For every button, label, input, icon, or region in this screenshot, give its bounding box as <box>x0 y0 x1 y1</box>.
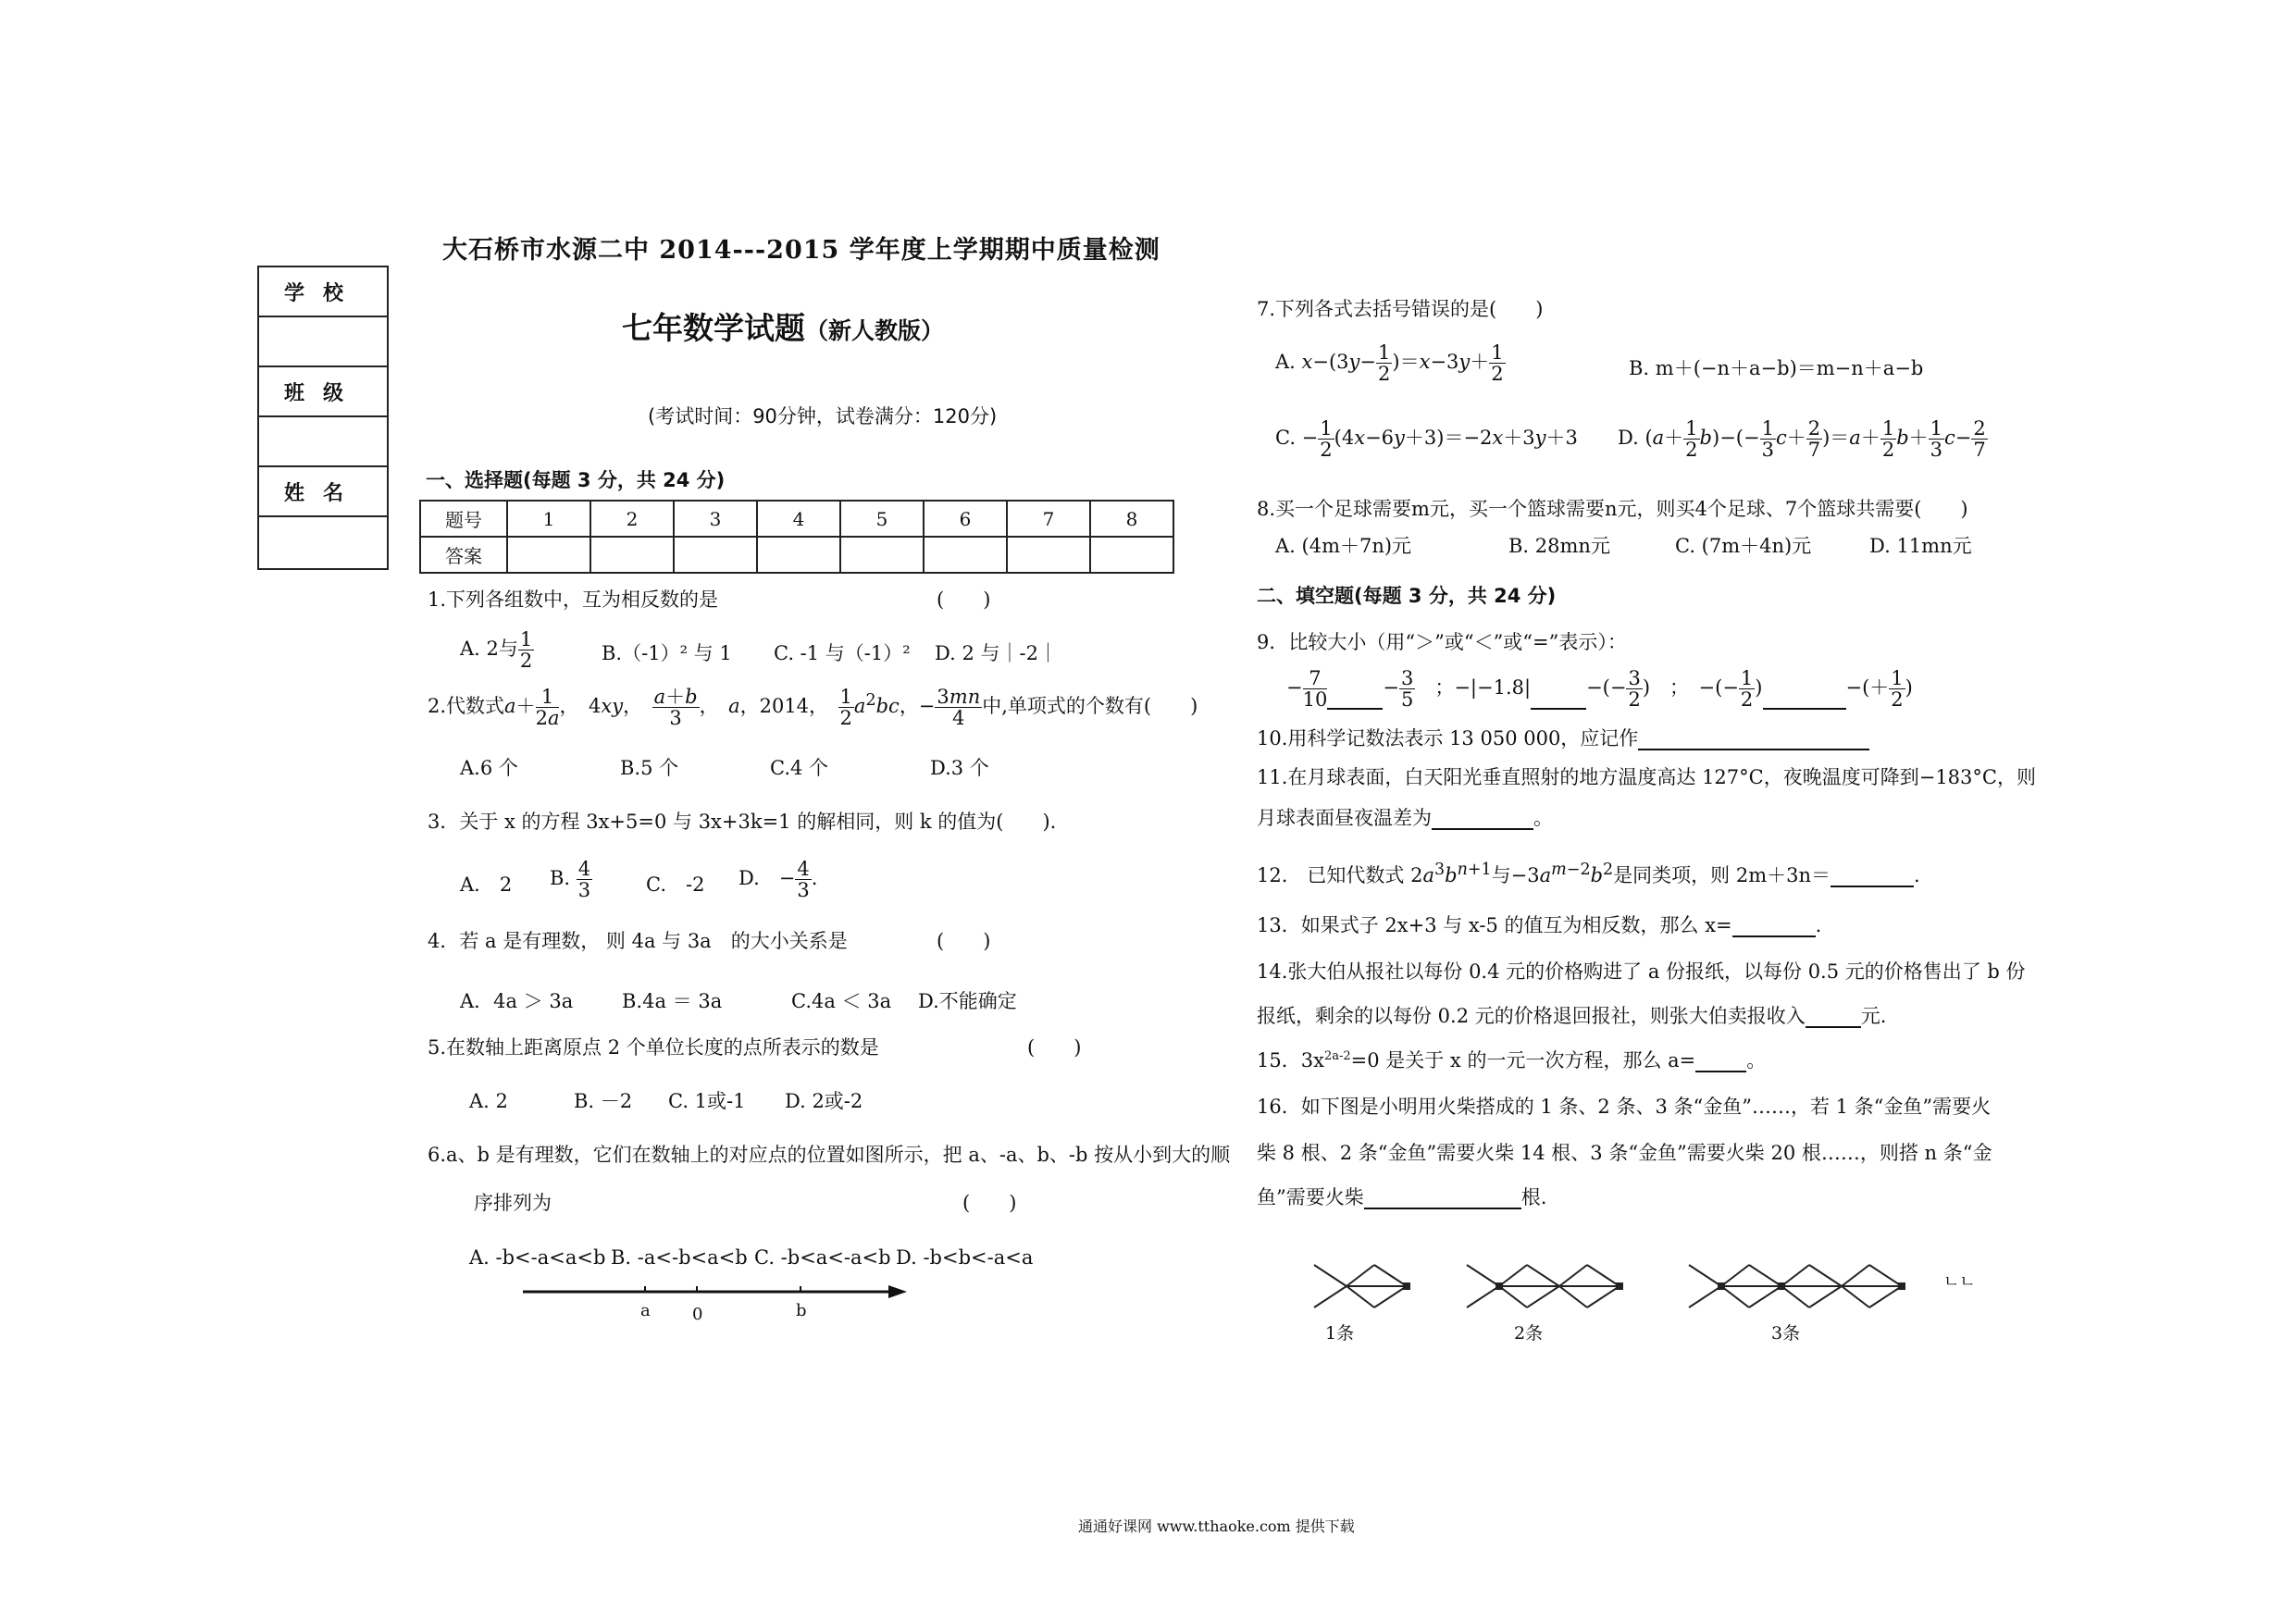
fraction: $\frac{2}{7}$ <box>1973 417 1986 462</box>
exam-info: (考试时间：90分钟，试卷满分：120分) <box>648 405 998 427</box>
q13-line: 13．如果式子 2x+3 与 x-5 的值互为相反数，那么 x= . <box>1257 914 1822 936</box>
answer-cell[interactable] <box>757 537 840 573</box>
table-row <box>420 537 1173 573</box>
name-field[interactable] <box>259 517 387 568</box>
q10-line <box>1257 727 1869 750</box>
q12-stem: 12. 已知代数式 <box>1257 864 1405 886</box>
school-label: 学校 <box>259 267 387 317</box>
q7-option-d: D. (a＋ $\frac{1}{2}$ b)−(− $\frac{1}{3}$ c＋ $\frac{2}{7}$ )＝a＋ $\frac{1}{2}$ b＋ $\frac{1}{3}$ c− $\frac{2}{7}$ <box>1618 417 1986 462</box>
q8-option-d: D. 11mn元 <box>1869 535 1972 557</box>
section2-heading: 二、填空题(每题 3 分，共 24 分) <box>1257 585 1557 607</box>
fraction: $\frac{1}{2}$ <box>1891 667 1904 712</box>
q15-stem: 15．3x <box>1257 1049 1324 1072</box>
fraction: $\frac{1}{2}$ <box>1491 341 1504 386</box>
answer-blank[interactable] <box>1732 935 1816 937</box>
q5-paren: ( ) <box>1027 1036 1082 1059</box>
q6-option-b: B. -a<-b<a<b <box>611 1246 748 1269</box>
question-number: 5 <box>840 501 924 537</box>
q16-line3 <box>1257 1186 1546 1209</box>
q5-option-b: B. －2 <box>574 1090 633 1112</box>
fraction: $\frac{a+b}{3}$ <box>653 686 698 730</box>
q11-line2: 月球表面昼夜温差为 。 <box>1257 807 1553 829</box>
q5-option-c: C. 1或-1 <box>668 1090 746 1112</box>
q3-option-b <box>550 859 592 900</box>
answer-blank[interactable] <box>1695 1071 1746 1072</box>
fraction: $\frac{3}{2}$ <box>1628 667 1641 712</box>
answer-cell[interactable] <box>924 537 1007 573</box>
goldfish-figure-1 <box>1305 1254 1434 1319</box>
q14-line2-text: 报纸，剩余的以每份 0.2 元的价格退回报社，则张大伯卖报收入 <box>1257 1005 1806 1027</box>
answer-blank[interactable] <box>1531 708 1586 710</box>
section1-heading: 一、选择题(每题 3 分，共 24 分) <box>426 469 726 491</box>
q6-stem: 6.a、b 是有理数，它们在数轴上的对应点的位置如图所示，把 a、-a、b、-b 按从小到大的顺 <box>428 1144 1231 1166</box>
q4-option-d: D.不能确定 <box>918 990 1017 1012</box>
answer-cell[interactable] <box>674 537 757 573</box>
q1-stem: 1.下列各组数中，互为相反数的是 <box>428 588 719 611</box>
q16-line2: 柴 8 根、2 条“金鱼”需要火柴 14 根、3 条“金鱼”需要火柴 20 根……，则搭 n 条“金 <box>1257 1142 1992 1164</box>
fraction: $\frac{1}{2}$ <box>1320 417 1333 462</box>
q3-b-label: B. <box>550 867 571 890</box>
goldfish-figure-3 <box>1680 1254 1920 1319</box>
question-number: 7 <box>1007 501 1090 537</box>
question-number: 8 <box>1090 501 1173 537</box>
row-label: 答案 <box>420 537 507 573</box>
q1-paren: ( ) <box>937 588 991 611</box>
q8-option-b: B. 28mn元 <box>1508 535 1610 557</box>
q2-rest: 中,单项式的个数有( ) <box>982 695 1198 718</box>
answer-cell[interactable] <box>590 537 674 573</box>
answer-cell[interactable] <box>840 537 924 573</box>
question-number: 3 <box>674 501 757 537</box>
q3-d-label: D. − <box>738 867 796 890</box>
fraction: $\frac{4}{3}$ <box>577 858 591 902</box>
question-number: 4 <box>757 501 840 537</box>
fraction: $\frac{1}{3}$ <box>1930 417 1943 462</box>
answer-blank[interactable] <box>1831 886 1914 887</box>
fraction: $\frac{1}{2}$ <box>1378 341 1391 386</box>
answer-blank[interactable] <box>1364 1208 1521 1209</box>
question-number: 1 <box>507 501 590 537</box>
q5-option-d: D. 2或-2 <box>785 1090 863 1112</box>
answer-blank[interactable] <box>1806 1026 1861 1028</box>
q8-option-a: A. (4m＋7n)元 <box>1275 535 1412 557</box>
question-number: 6 <box>924 501 1007 537</box>
subtitle-main: 七年数学试题 <box>622 310 805 346</box>
q3-option-d: D. − $\frac{4}{3}$ . <box>738 858 818 902</box>
q1-option-b: B.（-1）² 与 1 <box>602 642 732 664</box>
q1-option-a <box>460 629 534 671</box>
q7-option-b: B. m＋(−n＋a−b)＝m−n＋a−b <box>1629 357 1924 379</box>
q8-option-c: C. (7m＋4n)元 <box>1675 535 1812 557</box>
q4-option-c: C.4a ＜ 3a <box>791 990 892 1012</box>
answer-blank[interactable] <box>1327 708 1383 710</box>
q2-stem: 2.代数式 <box>428 695 505 718</box>
axis-arrow <box>888 1285 907 1298</box>
fig-label-3: 3条 <box>1771 1323 1801 1344</box>
row-label: 题号 <box>420 501 507 537</box>
q5-option-a: A. 2 <box>469 1090 508 1112</box>
q15-line: 15．$3x^{2a-2}=0$ 是关于 x 的一元一次方程，那么 a= 。 <box>1257 1049 1767 1072</box>
name-label: 姓名 <box>259 467 387 517</box>
q3-stem: 3．关于 x 的方程 3x+5=0 与 3x+3k=1 的解相同，则 k 的值为( ). <box>428 811 1057 833</box>
q16-line1: 16．如下图是小明用火柴搭成的 1 条、2 条、3 条“金鱼”……，若 1 条“金鱼”需要火 <box>1257 1096 1992 1118</box>
q7-option-c: C. − $\frac{1}{2}$ (4x−6y＋3)＝−2x＋3y＋3 <box>1275 417 1578 462</box>
fraction: $\frac{4}{3}$ <box>797 858 810 902</box>
answer-cell[interactable] <box>1007 537 1090 573</box>
fig-label-1: 1条 <box>1325 1323 1355 1344</box>
q7-a-label: A. <box>1275 351 1296 374</box>
number-line <box>518 1277 916 1332</box>
fraction: $\frac{1}{2}$ <box>839 686 852 730</box>
q7-c-label: C. <box>1275 427 1296 450</box>
axis-label-b: b <box>796 1301 807 1320</box>
q7-option-a: A. x−(3y− $\frac{1}{2}$ )＝x−3y＋ $\frac{1}{2}$ <box>1275 341 1504 386</box>
fraction: $\frac{1}{2}$ <box>1881 417 1895 462</box>
goldfish-figure-2 <box>1458 1254 1633 1319</box>
answer-cell[interactable] <box>507 537 590 573</box>
fraction: $\frac{1}{2}$ <box>1740 667 1754 712</box>
answer-blank[interactable] <box>1638 749 1869 750</box>
q6-paren: ( ) <box>962 1192 1017 1214</box>
q14-line1: 14.张大伯从报社以每份 0.4 元的价格购进了 a 份报纸，以每份 0.5 元的价格售出了 b 份 <box>1257 960 2026 983</box>
answer-blank[interactable] <box>1763 708 1846 710</box>
q12-mid: 与 <box>1491 864 1511 886</box>
fraction: $\frac{2}{7}$ <box>1807 417 1821 462</box>
q4-paren: ( ) <box>937 930 991 952</box>
q10-stem: 10.用科学记数法表示 13 050 000，应记作 <box>1257 727 1639 750</box>
exam-title: 大石桥市水源二中 2014---2015 学年度上学期期中质量检测 <box>442 236 1160 265</box>
q2-option-b: B.5 个 <box>620 757 679 779</box>
q9-stem: 9．比较大小（用“＞”或“＜”或“=”表示）： <box>1257 631 1627 653</box>
q4-stem: 4．若 a 是有理数， 则 4a 与 3a 的大小关系是 <box>428 930 848 952</box>
class-field[interactable] <box>259 417 387 467</box>
q14-unit: 元. <box>1860 1005 1887 1027</box>
q11-line2-text: 月球表面昼夜温差为 <box>1257 807 1432 829</box>
q16-unit: 根. <box>1520 1186 1547 1208</box>
table-row <box>420 501 1173 537</box>
q8-stem: 8.买一个足球需要m元，买一个篮球需要n元，则买4个足球、7个篮球共需要( ) <box>1257 498 1968 520</box>
answer-table <box>419 500 1174 574</box>
q2-expression: 2.代数式a＋ $\frac{1}{2a}$ ， 4xy， $\frac{a+b}{3}$ ， a，2014， $\frac{1}{2}$ $a^2bc$，− $\frac{3mn}{4}$ 中,单项式的个数有( ) <box>428 686 1198 730</box>
school-field[interactable] <box>259 317 387 367</box>
q3-option-a: A. 2 <box>460 873 513 896</box>
answer-cell[interactable] <box>1090 537 1173 573</box>
answer-blank[interactable] <box>1432 828 1533 830</box>
fig-label-2: 2条 <box>1514 1323 1544 1344</box>
fraction: $\frac{1}{3}$ <box>1761 417 1774 462</box>
q14-line2 <box>1257 1005 1886 1028</box>
q1-a-text: A. 2与 <box>460 638 518 661</box>
fraction: $\frac{3}{5}$ <box>1400 667 1414 712</box>
fig-trailing-mark: ㄴㄴ <box>1943 1272 1976 1292</box>
fraction: $\frac{1}{2a}$ <box>535 686 560 730</box>
q3-option-c: C. -2 <box>646 873 705 896</box>
q11-line1: 11.在月球表面，白天阳光垂直照射的地方温度高达 127°C，夜晚温度可降到−183°C，则 <box>1257 766 2036 788</box>
q12-rest: 是同类项，则 2m＋3n＝ <box>1613 864 1831 886</box>
q1-option-d: D. 2 与｜-2｜ <box>935 642 1058 664</box>
page-footer: 通通好课网 www.tthaoke.com 提供下载 <box>1078 1518 1355 1535</box>
q7-stem: 7.下列各式去括号错误的是( ) <box>1257 298 1544 320</box>
q12-line: 12. 已知代数式 $2a^3b^{n+1}$与$-3a^{m-2}b^2$是同类项，则 2m＋3n＝ . <box>1257 861 1920 886</box>
q2-option-a: A.6 个 <box>460 757 518 779</box>
class-label: 班级 <box>259 367 387 417</box>
q1-option-c: C. -1 与（-1）² <box>774 642 911 664</box>
q5-stem: 5.在数轴上距离原点 2 个单位长度的点所表示的数是 <box>428 1036 879 1059</box>
q6-option-c: C. -b<a<-a<b <box>754 1246 891 1269</box>
student-info-box <box>257 266 389 570</box>
q16-line3-text: 鱼”需要火柴 <box>1257 1186 1364 1208</box>
axis-label-zero: 0 <box>692 1305 703 1324</box>
fraction: $\frac{7}{10}$ <box>1302 667 1328 712</box>
fraction: $\frac{3mn}{4}$ <box>937 686 981 730</box>
q15-exponent: 2a-2 <box>1323 1049 1351 1063</box>
q15-rest: =0 是关于 x 的一元一次方程，那么 a= <box>1350 1049 1696 1072</box>
q6-option-a: A. -b<-a<a<b <box>469 1246 606 1269</box>
q7-d-label: D. <box>1618 427 1639 450</box>
axis-label-a: a <box>640 1301 651 1320</box>
q2-option-c: C.4 个 <box>770 757 829 779</box>
fraction: $\frac{1}{2}$ <box>519 628 533 673</box>
q6-stem-2: 序排列为 <box>474 1192 552 1214</box>
question-number: 2 <box>590 501 674 537</box>
q9-comparisons: − $\frac{7}{10}$ − $\frac{3}{5}$ ；−|−1.8| −(− $\frac{3}{2}$ ) ； −(− $\frac{1}{2}$ ) −(＋ $\frac{1}{2}$ ) <box>1286 667 1913 712</box>
q13-stem: 13．如果式子 2x+3 与 x-5 的值互为相反数，那么 x= <box>1257 914 1732 936</box>
q4-option-b: B.4a ＝ 3a <box>622 990 723 1012</box>
q6-option-d: D. -b<b<-a<a <box>896 1246 1034 1269</box>
q2-option-d: D.3 个 <box>930 757 989 779</box>
exam-subtitle <box>622 310 944 347</box>
subtitle-edition: （新人教版） <box>805 317 945 344</box>
q4-option-a: A．4a ＞ 3a <box>460 990 574 1012</box>
fraction: $\frac{1}{2}$ <box>1685 417 1698 462</box>
